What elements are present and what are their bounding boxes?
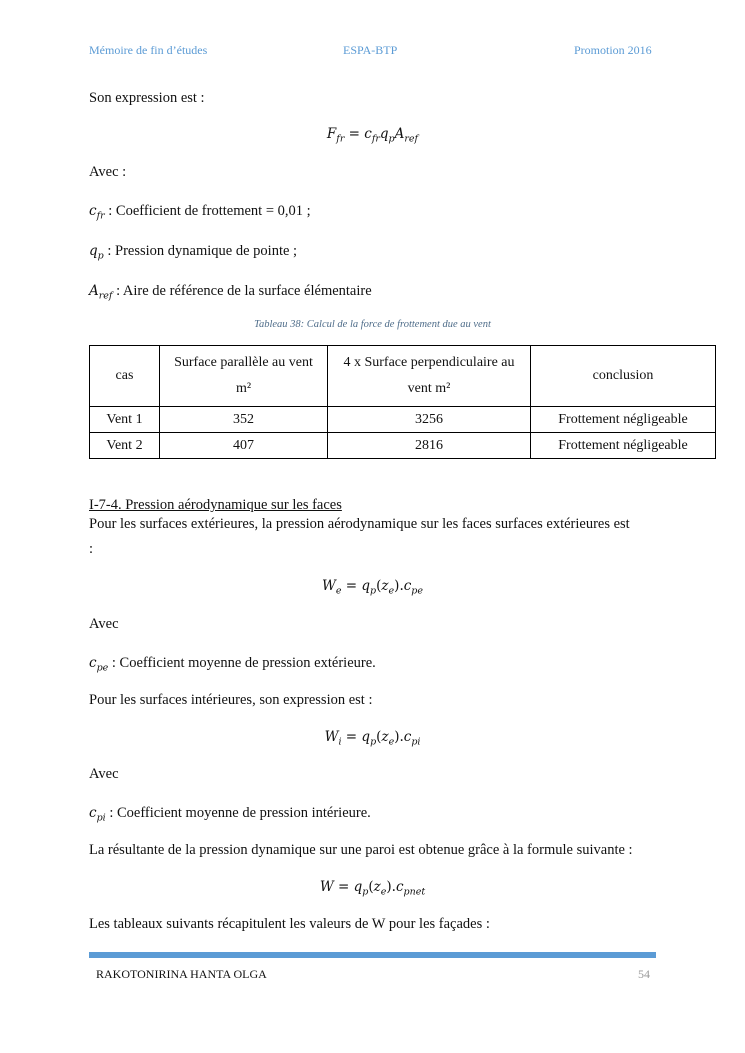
avec-label-2: Avec — [89, 616, 119, 632]
table-cell: Vent 1 — [90, 407, 160, 433]
table-cell: Frottement négligeable — [531, 407, 716, 433]
paragraph-tables-intro: Les tableaux suivants récapitulent les valeurs de W pour les façades : — [89, 916, 490, 932]
avec-label-3: Avec — [89, 766, 119, 782]
header-cell-cas: cas — [90, 346, 160, 407]
definition-aref: $A_{ref}$ : Aire de référence de la surface élémentaire — [89, 283, 372, 302]
section-title: I-7-4. Pression aérodynamique sur les faces — [89, 497, 342, 513]
table-header-row — [90, 346, 716, 407]
table-cell: 407 — [160, 433, 328, 459]
footer-divider — [89, 952, 656, 958]
equation-wi: $W_i = q_p(z_e).c_{pi}$ — [324, 729, 421, 748]
paragraph-interior: Pour les surfaces intérieures, son expression est : — [89, 692, 373, 708]
table-caption: Tableau 38: Calcul de la force de frottement due au vent — [254, 319, 491, 330]
table-cell: 3256 — [328, 407, 531, 433]
paragraph-resultant: La résultante de la pression dynamique sur une paroi est obtenue grâce à la formule suivante : — [89, 842, 633, 858]
paragraph-exterior: Pour les surfaces extérieures, la pression aérodynamique sur les faces surfaces extérieures est — [89, 516, 630, 532]
avec-label-1: Avec : — [89, 164, 127, 180]
table-cell: 352 — [160, 407, 328, 433]
intro-text: Son expression est : — [89, 90, 205, 106]
table-cell: Frottement négligeable — [531, 433, 716, 459]
page-number: 54 — [638, 967, 650, 981]
table-cell: Vent 2 — [90, 433, 160, 459]
table-row — [90, 407, 716, 433]
definition-qp: $q_p$ : Pression dynamique de pointe ; — [89, 243, 298, 262]
header-cell-perpendicular: 4 x Surface perpendiculaire au vent m² — [328, 346, 531, 407]
definition-cpe: $c_{pe}$ : Coefficient moyenne de pression extérieure. — [89, 655, 376, 674]
equation-we: $W_e = q_p(z_e).c_{pe}$ — [321, 578, 424, 597]
header-center: ESPA-BTP — [343, 43, 398, 57]
header-left: Mémoire de fin d’études — [89, 43, 208, 57]
header-right: Promotion 2016 — [574, 43, 652, 57]
definition-cpi: $c_{pi}$ : Coefficient moyenne de pression intérieure. — [89, 805, 371, 824]
paragraph-exterior-continued: : — [89, 541, 94, 557]
footer-author: RAKOTONIRINA HANTA OLGA — [96, 967, 267, 981]
table-cell: 2816 — [328, 433, 531, 459]
table-row — [90, 433, 716, 459]
header-cell-parallel: Surface parallèle au vent m² — [160, 346, 328, 407]
definition-cfr: $c_{fr}$ : Coefficient de frottement = 0,01 ; — [89, 203, 311, 222]
friction-table — [89, 345, 716, 459]
equation-friction-force: $F_{fr} = c_{fr}q_pA_{ref}$ — [326, 126, 419, 145]
equation-w: $W = q_p(z_e).c_{pnet}$ — [319, 879, 426, 898]
header-cell-conclusion: conclusion — [531, 346, 716, 407]
